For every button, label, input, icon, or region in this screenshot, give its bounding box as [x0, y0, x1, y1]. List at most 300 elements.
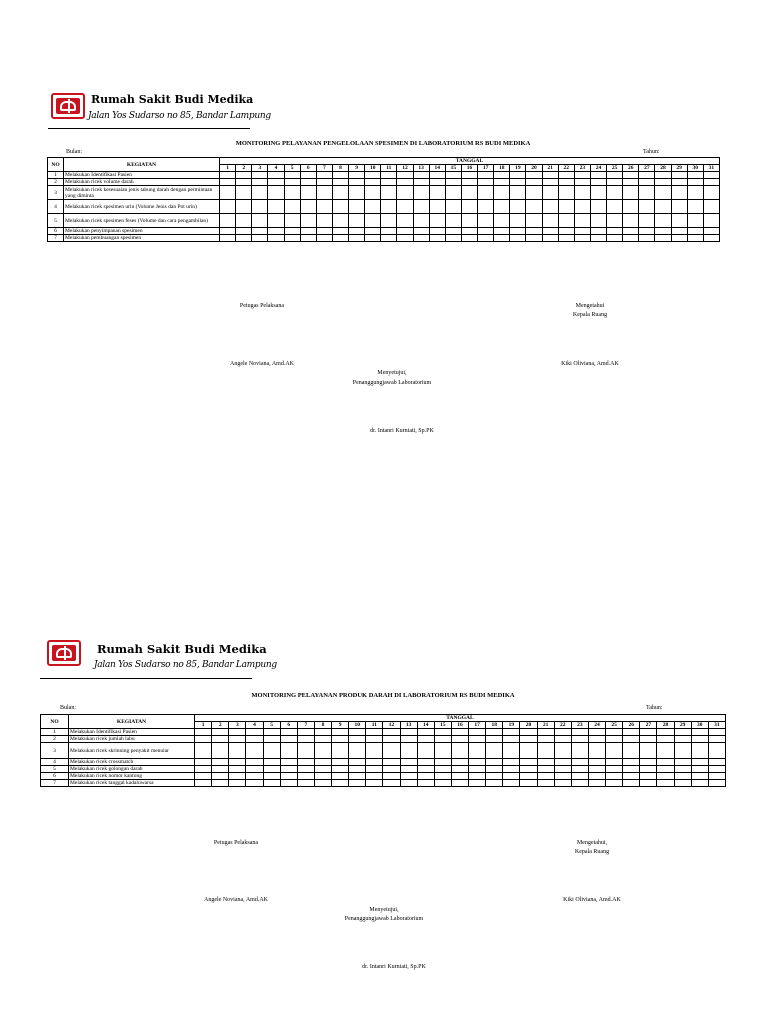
- day-check-cell[interactable]: [494, 228, 510, 235]
- day-check-cell[interactable]: [400, 766, 417, 773]
- day-check-cell[interactable]: [445, 172, 461, 179]
- day-check-cell[interactable]: [434, 766, 451, 773]
- day-check-cell[interactable]: [588, 729, 605, 736]
- day-check-cell[interactable]: [708, 729, 725, 736]
- day-check-cell[interactable]: [691, 773, 708, 780]
- day-check-cell[interactable]: [526, 235, 542, 242]
- day-check-cell[interactable]: [574, 228, 590, 235]
- day-check-cell[interactable]: [263, 736, 280, 743]
- day-check-cell[interactable]: [542, 186, 558, 200]
- day-check-cell[interactable]: [349, 200, 365, 214]
- day-check-cell[interactable]: [703, 214, 719, 228]
- day-check-cell[interactable]: [195, 743, 212, 759]
- day-check-cell[interactable]: [674, 773, 691, 780]
- day-check-cell[interactable]: [571, 780, 588, 787]
- day-check-cell[interactable]: [639, 179, 655, 186]
- day-check-cell[interactable]: [486, 759, 503, 766]
- day-check-cell[interactable]: [314, 773, 331, 780]
- day-check-cell[interactable]: [590, 214, 606, 228]
- day-check-cell[interactable]: [691, 743, 708, 759]
- day-check-cell[interactable]: [280, 780, 297, 787]
- day-check-cell[interactable]: [284, 172, 300, 179]
- day-check-cell[interactable]: [349, 773, 366, 780]
- day-check-cell[interactable]: [413, 235, 429, 242]
- day-check-cell[interactable]: [526, 172, 542, 179]
- day-check-cell[interactable]: [263, 780, 280, 787]
- day-check-cell[interactable]: [300, 179, 316, 186]
- day-check-cell[interactable]: [469, 766, 486, 773]
- day-check-cell[interactable]: [703, 235, 719, 242]
- day-check-cell[interactable]: [300, 214, 316, 228]
- day-check-cell[interactable]: [445, 186, 461, 200]
- day-check-cell[interactable]: [526, 214, 542, 228]
- day-check-cell[interactable]: [708, 736, 725, 743]
- day-check-cell[interactable]: [297, 780, 314, 787]
- day-check-cell[interactable]: [252, 186, 268, 200]
- day-check-cell[interactable]: [655, 228, 671, 235]
- day-check-cell[interactable]: [558, 235, 574, 242]
- day-check-cell[interactable]: [623, 228, 639, 235]
- day-check-cell[interactable]: [383, 766, 400, 773]
- day-check-cell[interactable]: [263, 729, 280, 736]
- day-check-cell[interactable]: [451, 729, 468, 736]
- day-check-cell[interactable]: [381, 214, 397, 228]
- day-check-cell[interactable]: [236, 228, 252, 235]
- day-check-cell[interactable]: [280, 773, 297, 780]
- day-check-cell[interactable]: [434, 736, 451, 743]
- day-check-cell[interactable]: [349, 743, 366, 759]
- day-check-cell[interactable]: [252, 235, 268, 242]
- day-check-cell[interactable]: [332, 179, 348, 186]
- day-check-cell[interactable]: [366, 766, 383, 773]
- day-check-cell[interactable]: [607, 186, 623, 200]
- day-check-cell[interactable]: [383, 743, 400, 759]
- day-check-cell[interactable]: [503, 780, 520, 787]
- day-check-cell[interactable]: [657, 759, 674, 766]
- day-check-cell[interactable]: [280, 766, 297, 773]
- day-check-cell[interactable]: [469, 729, 486, 736]
- day-check-cell[interactable]: [687, 200, 703, 214]
- day-check-cell[interactable]: [671, 200, 687, 214]
- day-check-cell[interactable]: [607, 228, 623, 235]
- day-check-cell[interactable]: [537, 736, 554, 743]
- day-check-cell[interactable]: [252, 200, 268, 214]
- day-check-cell[interactable]: [280, 743, 297, 759]
- day-check-cell[interactable]: [332, 228, 348, 235]
- day-check-cell[interactable]: [639, 172, 655, 179]
- day-check-cell[interactable]: [212, 780, 229, 787]
- day-check-cell[interactable]: [246, 766, 263, 773]
- day-check-cell[interactable]: [429, 235, 445, 242]
- day-check-cell[interactable]: [494, 235, 510, 242]
- day-check-cell[interactable]: [332, 200, 348, 214]
- day-check-cell[interactable]: [195, 773, 212, 780]
- day-check-cell[interactable]: [503, 729, 520, 736]
- day-check-cell[interactable]: [526, 179, 542, 186]
- day-check-cell[interactable]: [268, 228, 284, 235]
- day-check-cell[interactable]: [300, 200, 316, 214]
- day-check-cell[interactable]: [195, 729, 212, 736]
- day-check-cell[interactable]: [574, 235, 590, 242]
- day-check-cell[interactable]: [332, 766, 349, 773]
- day-check-cell[interactable]: [220, 172, 236, 179]
- day-check-cell[interactable]: [383, 729, 400, 736]
- day-check-cell[interactable]: [397, 228, 413, 235]
- day-check-cell[interactable]: [332, 172, 348, 179]
- day-check-cell[interactable]: [639, 214, 655, 228]
- day-check-cell[interactable]: [674, 736, 691, 743]
- day-check-cell[interactable]: [623, 743, 640, 759]
- day-check-cell[interactable]: [708, 743, 725, 759]
- day-check-cell[interactable]: [297, 766, 314, 773]
- day-check-cell[interactable]: [606, 736, 623, 743]
- day-check-cell[interactable]: [268, 214, 284, 228]
- day-check-cell[interactable]: [655, 235, 671, 242]
- day-check-cell[interactable]: [246, 759, 263, 766]
- day-check-cell[interactable]: [316, 200, 332, 214]
- day-check-cell[interactable]: [542, 200, 558, 214]
- day-check-cell[interactable]: [365, 179, 381, 186]
- day-check-cell[interactable]: [434, 759, 451, 766]
- day-check-cell[interactable]: [332, 736, 349, 743]
- day-check-cell[interactable]: [365, 172, 381, 179]
- day-check-cell[interactable]: [284, 235, 300, 242]
- day-check-cell[interactable]: [461, 179, 477, 186]
- day-check-cell[interactable]: [657, 743, 674, 759]
- day-check-cell[interactable]: [574, 214, 590, 228]
- day-check-cell[interactable]: [588, 773, 605, 780]
- day-check-cell[interactable]: [445, 200, 461, 214]
- day-check-cell[interactable]: [263, 759, 280, 766]
- day-check-cell[interactable]: [332, 759, 349, 766]
- day-check-cell[interactable]: [607, 214, 623, 228]
- day-check-cell[interactable]: [494, 179, 510, 186]
- day-check-cell[interactable]: [623, 235, 639, 242]
- day-check-cell[interactable]: [300, 172, 316, 179]
- day-check-cell[interactable]: [469, 773, 486, 780]
- day-check-cell[interactable]: [606, 743, 623, 759]
- day-check-cell[interactable]: [383, 736, 400, 743]
- day-check-cell[interactable]: [691, 736, 708, 743]
- day-check-cell[interactable]: [284, 200, 300, 214]
- day-check-cell[interactable]: [590, 172, 606, 179]
- day-check-cell[interactable]: [571, 759, 588, 766]
- day-check-cell[interactable]: [366, 736, 383, 743]
- day-check-cell[interactable]: [413, 172, 429, 179]
- day-check-cell[interactable]: [623, 186, 639, 200]
- day-check-cell[interactable]: [537, 759, 554, 766]
- day-check-cell[interactable]: [655, 214, 671, 228]
- day-check-cell[interactable]: [434, 780, 451, 787]
- day-check-cell[interactable]: [434, 729, 451, 736]
- day-check-cell[interactable]: [236, 214, 252, 228]
- day-check-cell[interactable]: [451, 773, 468, 780]
- day-check-cell[interactable]: [623, 172, 639, 179]
- day-check-cell[interactable]: [574, 200, 590, 214]
- day-check-cell[interactable]: [220, 200, 236, 214]
- day-check-cell[interactable]: [671, 214, 687, 228]
- day-check-cell[interactable]: [451, 780, 468, 787]
- day-check-cell[interactable]: [461, 200, 477, 214]
- day-check-cell[interactable]: [554, 766, 571, 773]
- day-check-cell[interactable]: [574, 172, 590, 179]
- day-check-cell[interactable]: [526, 228, 542, 235]
- day-check-cell[interactable]: [212, 743, 229, 759]
- day-check-cell[interactable]: [212, 766, 229, 773]
- day-check-cell[interactable]: [558, 172, 574, 179]
- day-check-cell[interactable]: [671, 228, 687, 235]
- day-check-cell[interactable]: [300, 235, 316, 242]
- day-check-cell[interactable]: [349, 179, 365, 186]
- day-check-cell[interactable]: [671, 235, 687, 242]
- day-check-cell[interactable]: [349, 780, 366, 787]
- day-check-cell[interactable]: [365, 228, 381, 235]
- day-check-cell[interactable]: [703, 179, 719, 186]
- day-check-cell[interactable]: [417, 773, 434, 780]
- day-check-cell[interactable]: [537, 743, 554, 759]
- day-check-cell[interactable]: [671, 172, 687, 179]
- day-check-cell[interactable]: [542, 179, 558, 186]
- day-check-cell[interactable]: [445, 228, 461, 235]
- day-check-cell[interactable]: [297, 773, 314, 780]
- day-check-cell[interactable]: [381, 235, 397, 242]
- day-check-cell[interactable]: [486, 780, 503, 787]
- day-check-cell[interactable]: [229, 736, 246, 743]
- day-check-cell[interactable]: [268, 186, 284, 200]
- day-check-cell[interactable]: [590, 179, 606, 186]
- day-check-cell[interactable]: [397, 214, 413, 228]
- day-check-cell[interactable]: [417, 759, 434, 766]
- day-check-cell[interactable]: [503, 743, 520, 759]
- day-check-cell[interactable]: [429, 214, 445, 228]
- day-check-cell[interactable]: [606, 759, 623, 766]
- day-check-cell[interactable]: [297, 759, 314, 766]
- day-check-cell[interactable]: [537, 780, 554, 787]
- day-check-cell[interactable]: [280, 736, 297, 743]
- day-check-cell[interactable]: [478, 235, 494, 242]
- day-check-cell[interactable]: [316, 186, 332, 200]
- day-check-cell[interactable]: [558, 214, 574, 228]
- day-check-cell[interactable]: [623, 214, 639, 228]
- day-check-cell[interactable]: [381, 172, 397, 179]
- day-check-cell[interactable]: [451, 759, 468, 766]
- day-check-cell[interactable]: [708, 780, 725, 787]
- day-check-cell[interactable]: [674, 766, 691, 773]
- day-check-cell[interactable]: [542, 214, 558, 228]
- day-check-cell[interactable]: [451, 766, 468, 773]
- day-check-cell[interactable]: [220, 186, 236, 200]
- day-check-cell[interactable]: [571, 736, 588, 743]
- day-check-cell[interactable]: [383, 780, 400, 787]
- day-check-cell[interactable]: [461, 235, 477, 242]
- day-check-cell[interactable]: [486, 766, 503, 773]
- day-check-cell[interactable]: [640, 780, 657, 787]
- day-check-cell[interactable]: [574, 186, 590, 200]
- day-check-cell[interactable]: [510, 186, 526, 200]
- day-check-cell[interactable]: [623, 766, 640, 773]
- day-check-cell[interactable]: [558, 228, 574, 235]
- day-check-cell[interactable]: [607, 235, 623, 242]
- day-check-cell[interactable]: [314, 766, 331, 773]
- day-check-cell[interactable]: [639, 186, 655, 200]
- day-check-cell[interactable]: [413, 200, 429, 214]
- day-check-cell[interactable]: [349, 228, 365, 235]
- day-check-cell[interactable]: [212, 759, 229, 766]
- day-check-cell[interactable]: [510, 228, 526, 235]
- day-check-cell[interactable]: [366, 729, 383, 736]
- day-check-cell[interactable]: [429, 200, 445, 214]
- day-check-cell[interactable]: [571, 729, 588, 736]
- day-check-cell[interactable]: [606, 773, 623, 780]
- day-check-cell[interactable]: [708, 773, 725, 780]
- day-check-cell[interactable]: [639, 228, 655, 235]
- day-check-cell[interactable]: [657, 780, 674, 787]
- day-check-cell[interactable]: [623, 729, 640, 736]
- day-check-cell[interactable]: [657, 773, 674, 780]
- day-check-cell[interactable]: [280, 759, 297, 766]
- day-check-cell[interactable]: [284, 214, 300, 228]
- day-check-cell[interactable]: [332, 780, 349, 787]
- day-check-cell[interactable]: [417, 736, 434, 743]
- day-check-cell[interactable]: [640, 736, 657, 743]
- day-check-cell[interactable]: [571, 766, 588, 773]
- day-check-cell[interactable]: [640, 759, 657, 766]
- day-check-cell[interactable]: [607, 179, 623, 186]
- day-check-cell[interactable]: [246, 743, 263, 759]
- day-check-cell[interactable]: [606, 766, 623, 773]
- day-check-cell[interactable]: [520, 773, 537, 780]
- day-check-cell[interactable]: [558, 186, 574, 200]
- day-check-cell[interactable]: [520, 766, 537, 773]
- day-check-cell[interactable]: [236, 172, 252, 179]
- day-check-cell[interactable]: [674, 759, 691, 766]
- day-check-cell[interactable]: [413, 186, 429, 200]
- day-check-cell[interactable]: [590, 186, 606, 200]
- day-check-cell[interactable]: [284, 186, 300, 200]
- day-check-cell[interactable]: [429, 228, 445, 235]
- day-check-cell[interactable]: [316, 235, 332, 242]
- day-check-cell[interactable]: [691, 766, 708, 773]
- day-check-cell[interactable]: [526, 186, 542, 200]
- day-check-cell[interactable]: [229, 743, 246, 759]
- day-check-cell[interactable]: [252, 179, 268, 186]
- day-check-cell[interactable]: [284, 228, 300, 235]
- day-check-cell[interactable]: [220, 228, 236, 235]
- day-check-cell[interactable]: [365, 235, 381, 242]
- day-check-cell[interactable]: [574, 179, 590, 186]
- day-check-cell[interactable]: [520, 736, 537, 743]
- day-check-cell[interactable]: [558, 179, 574, 186]
- day-check-cell[interactable]: [236, 200, 252, 214]
- day-check-cell[interactable]: [445, 214, 461, 228]
- day-check-cell[interactable]: [246, 736, 263, 743]
- day-check-cell[interactable]: [554, 773, 571, 780]
- day-check-cell[interactable]: [520, 759, 537, 766]
- day-check-cell[interactable]: [691, 729, 708, 736]
- day-check-cell[interactable]: [640, 729, 657, 736]
- day-check-cell[interactable]: [510, 179, 526, 186]
- day-check-cell[interactable]: [703, 228, 719, 235]
- day-check-cell[interactable]: [445, 179, 461, 186]
- day-check-cell[interactable]: [212, 736, 229, 743]
- day-check-cell[interactable]: [413, 214, 429, 228]
- day-check-cell[interactable]: [268, 172, 284, 179]
- day-check-cell[interactable]: [703, 200, 719, 214]
- day-check-cell[interactable]: [400, 759, 417, 766]
- day-check-cell[interactable]: [503, 766, 520, 773]
- day-check-cell[interactable]: [236, 235, 252, 242]
- day-check-cell[interactable]: [268, 179, 284, 186]
- day-check-cell[interactable]: [365, 214, 381, 228]
- day-check-cell[interactable]: [220, 235, 236, 242]
- day-check-cell[interactable]: [494, 200, 510, 214]
- day-check-cell[interactable]: [671, 186, 687, 200]
- day-check-cell[interactable]: [349, 186, 365, 200]
- day-check-cell[interactable]: [349, 235, 365, 242]
- day-check-cell[interactable]: [687, 228, 703, 235]
- day-check-cell[interactable]: [554, 736, 571, 743]
- day-check-cell[interactable]: [469, 736, 486, 743]
- day-check-cell[interactable]: [349, 736, 366, 743]
- day-check-cell[interactable]: [349, 172, 365, 179]
- day-check-cell[interactable]: [510, 235, 526, 242]
- day-check-cell[interactable]: [469, 743, 486, 759]
- day-check-cell[interactable]: [510, 200, 526, 214]
- day-check-cell[interactable]: [314, 743, 331, 759]
- day-check-cell[interactable]: [623, 780, 640, 787]
- day-check-cell[interactable]: [461, 228, 477, 235]
- day-check-cell[interactable]: [590, 200, 606, 214]
- day-check-cell[interactable]: [674, 780, 691, 787]
- day-check-cell[interactable]: [397, 179, 413, 186]
- day-check-cell[interactable]: [246, 729, 263, 736]
- day-check-cell[interactable]: [397, 235, 413, 242]
- day-check-cell[interactable]: [413, 179, 429, 186]
- day-check-cell[interactable]: [314, 780, 331, 787]
- day-check-cell[interactable]: [366, 773, 383, 780]
- day-check-cell[interactable]: [451, 743, 468, 759]
- day-check-cell[interactable]: [655, 200, 671, 214]
- day-check-cell[interactable]: [691, 780, 708, 787]
- day-check-cell[interactable]: [236, 179, 252, 186]
- day-check-cell[interactable]: [297, 736, 314, 743]
- day-check-cell[interactable]: [588, 766, 605, 773]
- day-check-cell[interactable]: [478, 179, 494, 186]
- day-check-cell[interactable]: [655, 172, 671, 179]
- day-check-cell[interactable]: [554, 743, 571, 759]
- day-check-cell[interactable]: [478, 214, 494, 228]
- day-check-cell[interactable]: [252, 214, 268, 228]
- day-check-cell[interactable]: [606, 729, 623, 736]
- day-check-cell[interactable]: [366, 759, 383, 766]
- day-check-cell[interactable]: [263, 743, 280, 759]
- day-check-cell[interactable]: [229, 773, 246, 780]
- day-check-cell[interactable]: [503, 759, 520, 766]
- day-check-cell[interactable]: [671, 179, 687, 186]
- day-check-cell[interactable]: [510, 172, 526, 179]
- day-check-cell[interactable]: [366, 780, 383, 787]
- day-check-cell[interactable]: [229, 766, 246, 773]
- day-check-cell[interactable]: [429, 179, 445, 186]
- day-check-cell[interactable]: [429, 186, 445, 200]
- day-check-cell[interactable]: [657, 766, 674, 773]
- day-check-cell[interactable]: [537, 729, 554, 736]
- day-check-cell[interactable]: [195, 780, 212, 787]
- day-check-cell[interactable]: [606, 780, 623, 787]
- day-check-cell[interactable]: [503, 773, 520, 780]
- day-check-cell[interactable]: [451, 736, 468, 743]
- day-check-cell[interactable]: [195, 736, 212, 743]
